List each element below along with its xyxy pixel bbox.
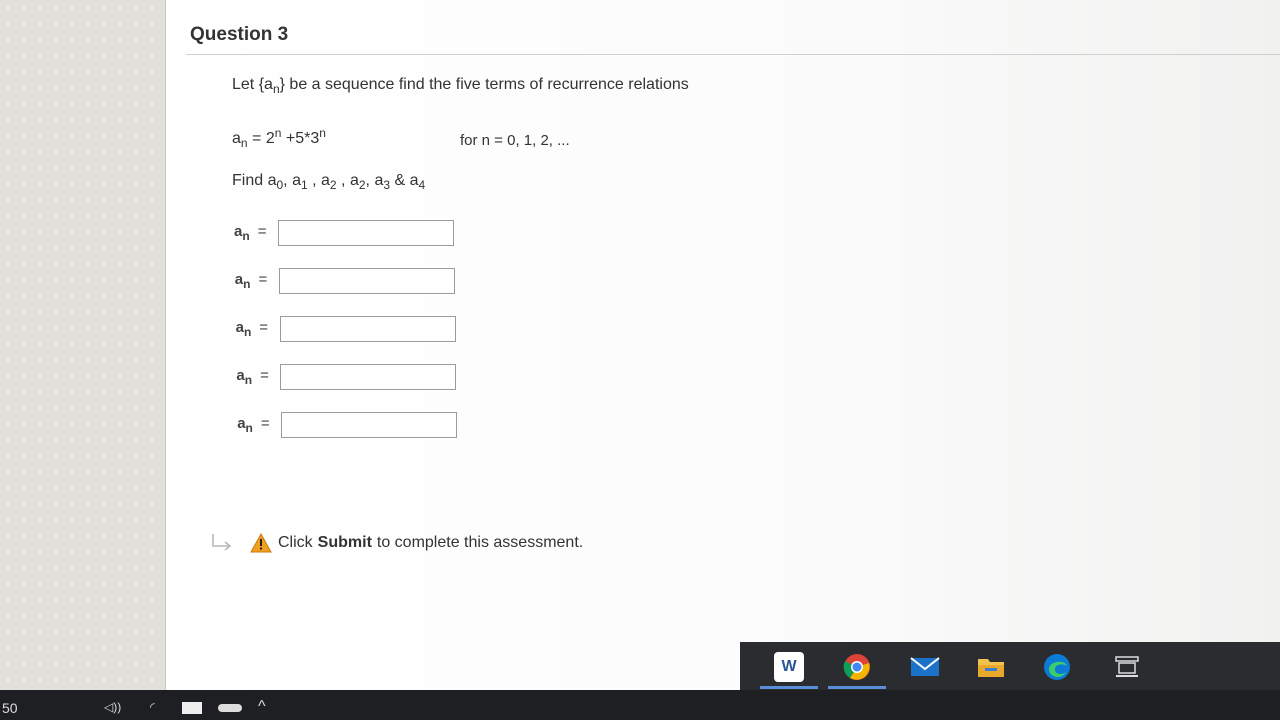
find-term: $a_2$, [349,172,370,192]
system-tray [0,700,300,720]
submit-notice: Click Submit to complete this assessment. [210,532,583,554]
chrome-icon[interactable] [842,652,872,682]
answer-row [234,220,454,246]
find-term: $a_3$ & [374,172,406,192]
answer-label: $a_n$ = [234,271,268,291]
task-view-icon[interactable] [1112,652,1142,682]
find-terms: Find $a_0$, $a_1$ , $a_2$ , $a_2$, $a_3$ & $a_4$ [232,172,426,192]
answer-label: $a_n$ = [234,223,267,243]
find-term: $a_1$ , [292,172,317,192]
find-term-list [267,172,426,192]
file-explorer-icon[interactable] [976,652,1006,682]
cloud-icon[interactable] [218,704,242,712]
question-intro: Let $\{a_n\}$ be a sequence find the five terms of recurrence relations [232,76,689,96]
background-pattern [0,0,170,690]
find-term: $a_4$ [409,172,426,192]
wifi-icon[interactable]: ◜ [150,700,155,714]
answer-input[interactable] [281,412,457,438]
answer-input[interactable] [280,316,456,342]
edge-icon[interactable] [1042,652,1072,682]
answer-row [236,316,456,342]
tray-number: 50 [2,700,18,716]
volume-icon[interactable]: ◁)) [104,700,122,714]
chevron-up-icon[interactable]: ^ [258,698,266,715]
question-title: Question 3 [190,24,289,45]
find-term: $a_0$, [267,172,288,192]
word-active-indicator [760,686,818,689]
answer-label: $a_n$ = [236,367,269,387]
domain-text: for n = 0, 1, 2, ... [460,132,570,149]
answer-label: $a_n$ = [237,415,270,435]
find-term: $a_2$ , [321,172,346,192]
answer-input[interactable] [279,268,455,294]
title-divider [186,54,1280,55]
answer-row [236,364,456,390]
monitor-icon[interactable] [182,702,202,714]
answer-row [237,412,457,438]
answer-input[interactable] [278,220,454,246]
taskbar-apps [740,642,1280,690]
chrome-active-indicator [828,686,886,689]
arrow-turn-icon [210,532,234,554]
question-panel [165,0,1280,690]
mail-icon[interactable] [910,652,940,682]
recurrence-formula: $a_n = 2^n +5*3^n$ [232,126,326,150]
answer-label: $a_n$ = [235,319,269,339]
warning-icon [250,533,272,553]
answer-row [235,268,455,294]
word-icon[interactable]: W [774,652,804,682]
answer-input[interactable] [280,364,456,390]
